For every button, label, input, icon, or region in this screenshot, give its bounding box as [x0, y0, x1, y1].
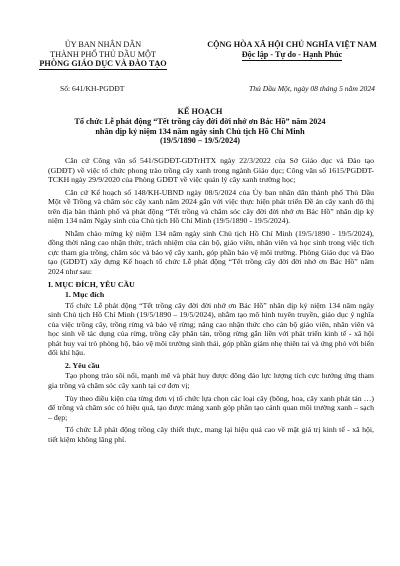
title-line-2: Tổ chức Lễ phát động “Tết trồng cây đời đời nhớ ơn Bác Hồ” năm 2024	[74, 116, 326, 126]
paragraph-requirement-3: Tổ chức Lễ phát động trồng cây thiết thực, mang lại hiệu quả cao về mặt giá trị kinh tế - xã hội, tiết kiệm không lãng phí.	[48, 425, 374, 444]
paragraph-purpose: Tổ chức Lễ phát động “Tết trồng cây đời đời nhớ ơn Bác Hồ” nhân dịp kỷ niệm 134 năm ngày sinh Chủ tịch Hồ Chí Minh (19/5/1890 – 19/5/2024), nhằm tạo mô hình tuyên truyền, giáo dục ý nghĩa của việc trồng cây, trồng rừng và bảo vệ rừng; nâng cao nhận thức cho cán bộ giáo viên, nhân viên và học sinh về tác dụng của rừng, trồng cây phân tán, trồng rừng gắn liền với phát triển kinh tế - xã hội phát huy vai trò phòng hộ, bảo vệ môi trường sinh thái, góp phần giảm nhẹ thiên tai và ứng phó với biến đổi khí hậu.	[48, 300, 374, 358]
paragraph-intro: Nhằm chào mừng kỷ niệm 134 năm ngày sinh Chủ tịch Hồ Chí Minh (19/5/1890 - 19/5/2024), đồng thời nâng cao nhận thức, trách nhiệm của cán bộ, giáo viên, nhân viên và học sinh trong việc tích cực tham gia trồng, chăm sóc và bảo vệ cây xanh, góp phần bảo vệ môi trường. Phòng Giáo dục và Đào tạo (GDĐT) xây dựng Kế hoạch tổ chức Lễ phát động “Tết trồng cây đời đời nhớ ơn Bác Hồ” năm 2024 như sau:	[48, 228, 374, 277]
title-line-3: nhân dịp kỷ niệm 134 năm ngày sinh Chủ tịch Hồ Chí Minh	[95, 126, 305, 136]
title-line-1: KẾ HOẠCH	[177, 107, 223, 116]
agency-line-3: PHÒNG GIÁO DỤC VÀ ĐÀO TẠO	[22, 59, 184, 70]
document-header	[0, 40, 400, 76]
document-title	[20, 107, 380, 146]
national-motto	[184, 40, 400, 61]
document-number: Số: 641/KH-PGDĐT	[60, 84, 125, 93]
agency-line-2: THÀNH PHỐ THỦ DẦU MỘT	[50, 49, 156, 59]
document-date: Thủ Dầu Một, ngày 08 tháng 5 năm 2024	[249, 84, 375, 93]
agency-line-1: ỦY BAN NHÂN DÂN	[64, 40, 142, 49]
subsection-heading-purpose: 1. Mục đích	[65, 290, 105, 300]
paragraph-legal-basis-2: Căn cứ Kế hoạch số 148/KH-UBND ngày 08/5/2024 của Ủy ban nhân dân thành phố Thủ Dầu Một về Trồng và chăm sóc cây xanh năm 2024 gắn với việc thực hiện phát triển Đề án cây xanh đô thị trên địa bàn thành phố và phát động “Tết trồng và chăm sóc cây đời đời nhớ ơn Bác Hồ” nhân dịp kỷ niệm 134 năm Ngày sinh của Chủ tịch Hồ Chí Minh (19/5/1890 - 19/5/2024).	[48, 187, 374, 226]
motto-line-2: Độc lập - Tự do - Hạnh Phúc	[184, 50, 400, 61]
section-heading: I. MỤC ĐÍCH, YÊU CẦU	[48, 279, 135, 289]
paragraph-requirement-2: Tùy theo điều kiện của từng đơn vị tổ chức lựa chọn các loại cây (bông, hoa, cây xanh phát tán …) để trồng và chăm sóc có hiệu quả, tạo được mảng xanh góp phần tạo cảnh quan môi trường xanh – sạch – đẹp;	[48, 393, 374, 422]
issuing-agency	[22, 40, 184, 70]
paragraph-legal-basis-1: Căn cứ Công văn số 541/SGDĐT-GDTrHTX ngày 22/3/2022 của Sở Giáo dục và Đào tạo (GDĐT) về việc tổ chức phong trào trồng cây xanh trong ngành Giáo dục; Công văn số 1615/PGDĐT-TCKH ngày 29/9/2020 của Phòng GDĐT về việc quản lý cây xanh trường học;	[48, 156, 374, 185]
motto-line-1: CỘNG HÒA XÃ HỘI CHỦ NGHĨA VIỆT NAM	[207, 40, 377, 49]
subsection-heading-requirements: 2. Yêu cầu	[65, 360, 100, 370]
paragraph-requirement-1: Tạo phong trào sôi nổi, mạnh mẽ và phát huy được đông đảo lực lượng tích cực hưởng ứng tham gia trồng và chăm sóc cây xanh tại cơ đơn vị;	[48, 371, 374, 391]
document-body	[48, 156, 374, 447]
title-line-4: (19/5/1890 – 19/5/2024)	[159, 136, 241, 146]
